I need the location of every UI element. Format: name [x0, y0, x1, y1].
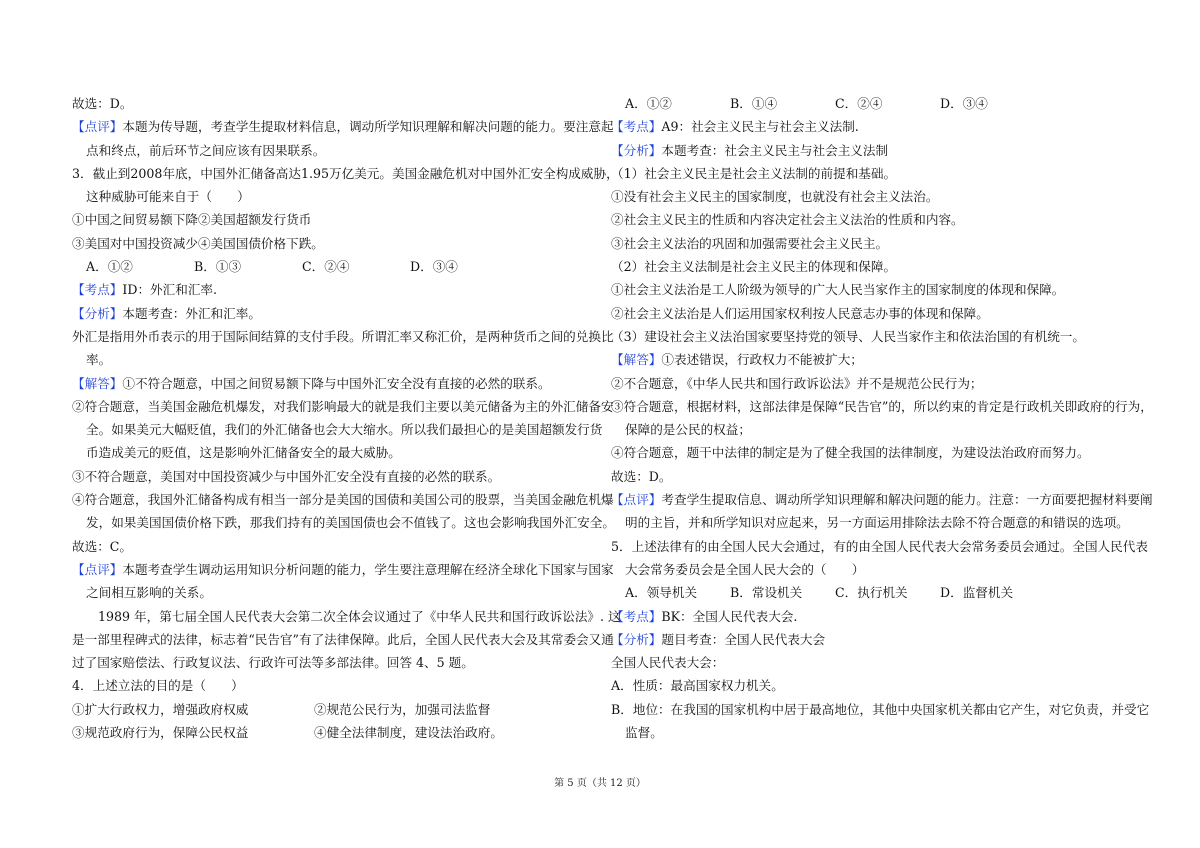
- option-d: D．③④: [410, 259, 458, 275]
- analysis-line: [611, 139, 1141, 162]
- comment-text: 本题考查学生调动运用知识分析问题的能力，学生要注意理解在经济全球化下国家与国家: [122, 561, 614, 577]
- solution-tag: 【解答】: [72, 375, 123, 391]
- paragraph-line: B．地位：在我国的国家机构中居于最高地位，其他中央国家机关都由它产生，对它负责，并受它: [611, 701, 1150, 717]
- answer-line: 故选：C。: [72, 538, 133, 554]
- statement-3: ③规范政府行为，保障公民权益: [72, 725, 249, 741]
- analysis-text: 题目考查：全国人民代表大会: [661, 631, 826, 647]
- question-3-statement-2: ③美国对中国投资减少④美国国债价格下跌。: [72, 235, 324, 251]
- question-5-cont: 大会常务委员会是全国人民大会的（ ）: [625, 561, 865, 577]
- paragraph-line: ②符合题意，当美国金融危机爆发，对我们影响最大的就是我们主要以美元储备为主的外汇储备安: [72, 398, 614, 414]
- comment-tag: 【点评】: [72, 561, 123, 577]
- paragraph-line: （2）社会主义法制是社会主义民主的体现和保障。: [611, 259, 897, 275]
- paragraph-line: ③符合题意，根据材料，这部法律是保障“民告官”的，所以约束的肯定是行政机关即政府的行为，: [611, 398, 1153, 414]
- statement-2: ②规范公民行为，加强司法监督: [314, 701, 491, 717]
- option-a: A．领导机关: [625, 585, 698, 601]
- knowledge-text: ID：外汇和汇率.: [122, 282, 218, 298]
- statement-4: ④健全法律制度，建设法治政府。: [314, 725, 503, 741]
- paragraph-line: （1）社会主义民主是社会主义法制的前提和基础。: [611, 165, 897, 181]
- comment-line-cont: 明的主旨，并和所学知识对应起来，另一方面运用排除法去除不符合题意的和错误的选项。: [625, 515, 1129, 531]
- analysis-text: 本题考查：社会主义民主与社会主义法制: [661, 142, 889, 158]
- option-b: B．常设机关: [730, 585, 803, 601]
- answer-line: 故选：D。: [611, 468, 672, 484]
- question-5: 5．上述法律有的由全国人民大会通过，有的由全国人民代表大会常务委员会通过。全国人民代表: [611, 538, 1148, 554]
- analysis-tag: 【分析】: [611, 631, 662, 647]
- answer-line: 故选：D。: [72, 96, 133, 111]
- comment-tag: 【点评】: [611, 492, 662, 508]
- statement-1: ①扩大行政权力，增强政府权威: [72, 701, 249, 717]
- option-d: D．监督机关: [940, 585, 1014, 601]
- paragraph-line: ③不符合题意，美国对中国投资减少与中国外汇安全没有直接的必然的联系。: [72, 468, 501, 484]
- paragraph-line: A．性质：最高国家权力机关。: [611, 678, 784, 694]
- paragraph-line: 币造成美元的贬值，这是影响外汇储备安全的最大威胁。: [86, 445, 401, 461]
- knowledge-text: BK：全国人民代表大会.: [661, 608, 798, 624]
- knowledge-tag: 【考点】: [611, 119, 662, 135]
- knowledge-point-line: [72, 278, 632, 301]
- analysis-text: 本题考查：外汇和汇率。: [122, 305, 261, 321]
- paragraph-line: ①社会主义法治是工人阶级为领导的广大人民当家作主的国家制度的体现和保障。: [611, 282, 1065, 298]
- question-4-row-2: [72, 721, 632, 744]
- material-line: 是一部里程碑式的法律，标志着“民告官”有了法律保障。此后，全国人民代表大会及其常委会又通: [72, 631, 614, 647]
- option-c: C．②④: [302, 259, 350, 275]
- paragraph-line: ③社会主义法治的巩固和加强需要社会主义民主。: [611, 235, 889, 251]
- option-c: C．②④: [835, 96, 883, 111]
- paragraph-line: 率。: [86, 352, 112, 368]
- paragraph-line: ②社会主义法治是人们运用国家权利按人民意志办事的体现和保障。: [611, 305, 989, 321]
- comment-tag: 【点评】: [72, 119, 123, 135]
- paragraph-line: 外汇是指用外币表示的用于国际间结算的支付手段。所谓汇率又称汇价，是两种货币之间的兑换比: [72, 328, 614, 344]
- option-c: C．执行机关: [835, 585, 908, 601]
- question-3-statement-1: ①中国之间贸易额下降②美国超额发行货币: [72, 212, 312, 228]
- option-a: A．①②: [625, 96, 672, 111]
- knowledge-text: A9：社会主义民主与社会主义法制.: [661, 119, 859, 135]
- comment-line: [72, 558, 632, 581]
- paragraph-line: （3）建设社会主义法治国家要坚持党的领导、人民当家作主和依法治国的有机统一。: [611, 328, 1085, 344]
- question-3: 3．截止到2008年底，中国外汇储备高达1.95万亿美元。美国金融危机对中国外汇安全构成威胁，: [72, 165, 619, 181]
- option-a: A．①②: [86, 259, 133, 275]
- analysis-tag: 【分析】: [611, 142, 662, 158]
- question-4: 4．上述立法的目的是（ ）: [72, 678, 244, 694]
- comment-line-cont: 点和终点，前后环节之间应该有因果联系。: [86, 142, 326, 158]
- solution-line: [72, 372, 632, 395]
- comment-text: 本题为传导题，考查学生提取材料信息，调动所学知识理解和解决问题的能力。要注意起: [122, 119, 614, 135]
- paragraph-line: 发，如果美国国债价格下跌，那我们持有的美国国债也会不值钱了。这也会影响我国外汇安全。: [86, 515, 615, 531]
- left-column: [72, 92, 632, 744]
- knowledge-point-line: [611, 115, 1141, 138]
- question-4-options: [611, 92, 1141, 115]
- paragraph-line: ④符合题意，我国外汇储备构成有相当一部分是美国的国债和美国公司的股票，当美国金融危机爆: [72, 492, 614, 508]
- solution-tag: 【解答】: [611, 352, 662, 368]
- paragraph-line: 全。如果美元大幅贬值，我们的外汇储备也会大大缩水。所以我们最担心的是美国超额发行货: [86, 422, 603, 438]
- paragraph-line: ②不合题意，《中华人民共和国行政诉讼法》并不是规范公民行为；: [611, 375, 983, 391]
- option-b: B．①③: [194, 259, 242, 275]
- paragraph-line: ④符合题意，题干中法律的制定是为了健全我国的法律制度，为建设法治政府而努力。: [611, 445, 1090, 461]
- analysis-tag: 【分析】: [72, 305, 123, 321]
- solution-text: ①表述错误，行政权力不能被扩大；: [661, 352, 863, 368]
- knowledge-point-line: [611, 605, 1141, 628]
- analysis-line: [72, 302, 632, 325]
- comment-line: [72, 115, 632, 138]
- comment-line-cont: 之间相互影响的关系。: [86, 585, 212, 601]
- paragraph-line: 监督。: [625, 725, 663, 741]
- knowledge-tag: 【考点】: [611, 608, 662, 624]
- comment-line: [611, 488, 1153, 511]
- paragraph-line: 保障的是公民的权益；: [625, 422, 751, 438]
- right-column: [611, 92, 1153, 744]
- solution-line: [611, 348, 1141, 371]
- paragraph-line: ①没有社会主义民主的国家制度，也就没有社会主义法治。: [611, 189, 939, 205]
- analysis-line: [611, 628, 1141, 651]
- page-footer: 第 5 页（共 12 页）: [554, 778, 646, 789]
- knowledge-tag: 【考点】: [72, 282, 123, 298]
- material-line: 过了国家赔偿法、行政复议法、行政许可法等多部法律。回答 4、5 题。: [72, 655, 474, 671]
- question-3-options: [72, 255, 632, 278]
- material-line: 1989 年，第七届全国人民代表大会第二次全体会议通过了《中华人民共和国行政诉讼法》. 这: [98, 608, 621, 624]
- solution-text: ①不符合题意，中国之间贸易额下降与中国外汇安全没有直接的必然的联系。: [122, 375, 551, 391]
- question-3-cont: 这种威胁可能来自于（ ）: [86, 189, 250, 205]
- paragraph-line: 全国人民代表大会：: [611, 655, 725, 671]
- paragraph-line: ②社会主义民主的性质和内容决定社会主义法治的性质和内容。: [611, 212, 964, 228]
- question-5-options: [611, 581, 1141, 604]
- comment-text: 考查学生提取信息、调动所学知识理解和解决问题的能力。注意：一方面要把握材料要阐: [661, 492, 1153, 508]
- option-b: B．①④: [730, 96, 778, 111]
- question-4-row-1: [72, 698, 632, 721]
- option-d: D．③④: [940, 96, 988, 111]
